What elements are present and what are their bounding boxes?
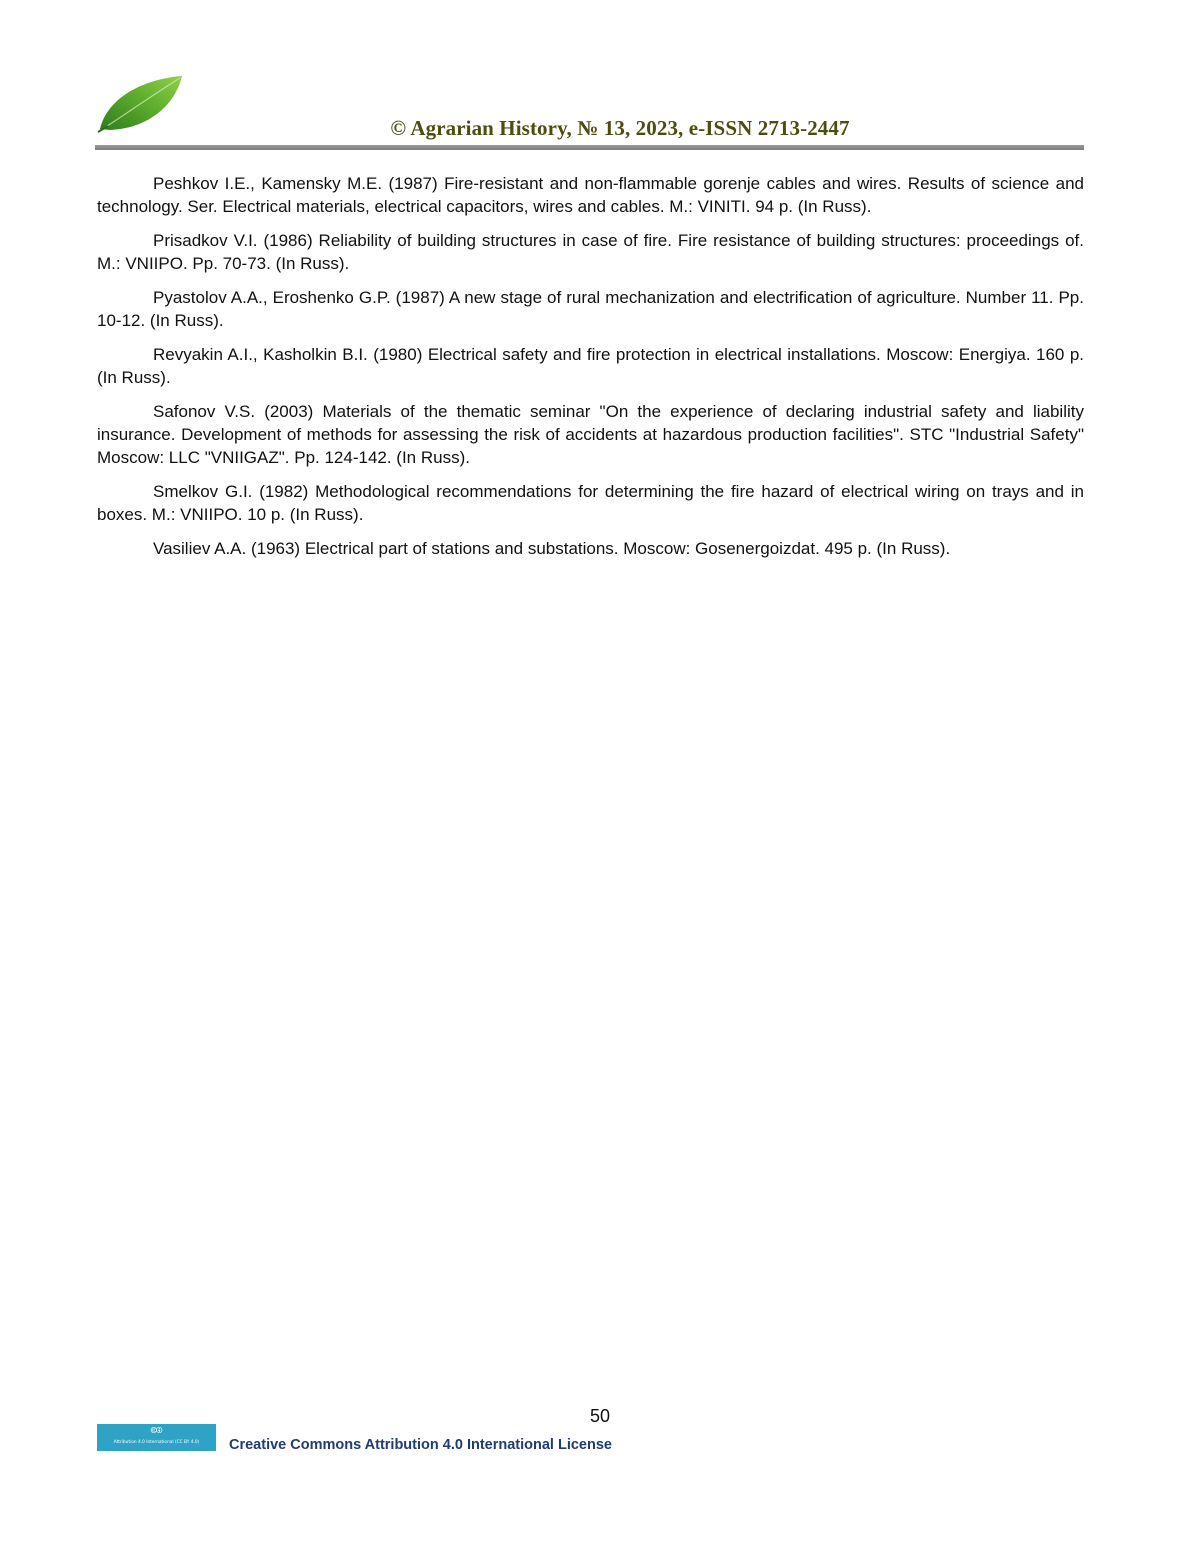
reference-item: Safonov V.S. (2003) Materials of the thematic seminar "On the experience of declaring industrial safety and liability insurance. Development of methods for assessing the risk of accidents at hazardous production facilities". STC "Industrial Safety" Moscow: LLC "VNIIGAZ". Pp. 124-142. (In Russ). <box>97 402 1084 467</box>
reference-item: Peshkov I.E., Kamensky M.E. (1987) Fire-resistant and non-flammable gorenje cables and wires. Results of science and technology. Ser. Electrical materials, electrical capacitors, wires and cables. M.: VINITI. 94 p. (In Russ). <box>97 174 1084 216</box>
reference-item: Vasiliev A.A. (1963) Electrical part of stations and substations. Moscow: Gosenergoizdat. 495 p. (In Russ). <box>153 539 951 558</box>
reference-item: Revyakin A.I., Kasholkin B.I. (1980) Electrical safety and fire protection in electrical installations. Moscow: Energiya. 160 p. (In Russ). <box>97 345 1084 387</box>
reference-item: Smelkov G.I. (1982) Methodological recommendations for determining the fire hazard of electrical wiring on trays and in boxes. M.: VNIIPO. 10 p. (In Russ). <box>97 482 1084 524</box>
cc-by-icon: 🅭🅯 <box>150 1426 163 1436</box>
header-divider <box>95 145 1084 150</box>
leaf-icon <box>96 74 186 134</box>
reference-item: Prisadkov V.I. (1986) Reliability of building structures in case of fire. Fire resistance of building structures: proceedings of. M.: VNIIPO. Pp. 70-73. (In Russ). <box>97 231 1084 273</box>
cc-badge-caption: Attribution 4.0 International (CC BY 4.0) <box>113 1440 200 1445</box>
license-link[interactable]: Creative Commons Attribution 4.0 International License <box>229 1437 612 1453</box>
journal-header-title: © Agrarian History, № 13, 2023, e-ISSN 2713-2447 <box>390 116 850 140</box>
cc-license-badge[interactable] <box>97 1424 216 1451</box>
page-number: 50 <box>589 1406 611 1426</box>
reference-list <box>97 172 1084 571</box>
reference-item: Pyastolov A.A., Eroshenko G.P. (1987) A new stage of rural mechanization and electrification of agriculture. Number 11. Pp. 10-12. (In Russ). <box>97 288 1084 330</box>
